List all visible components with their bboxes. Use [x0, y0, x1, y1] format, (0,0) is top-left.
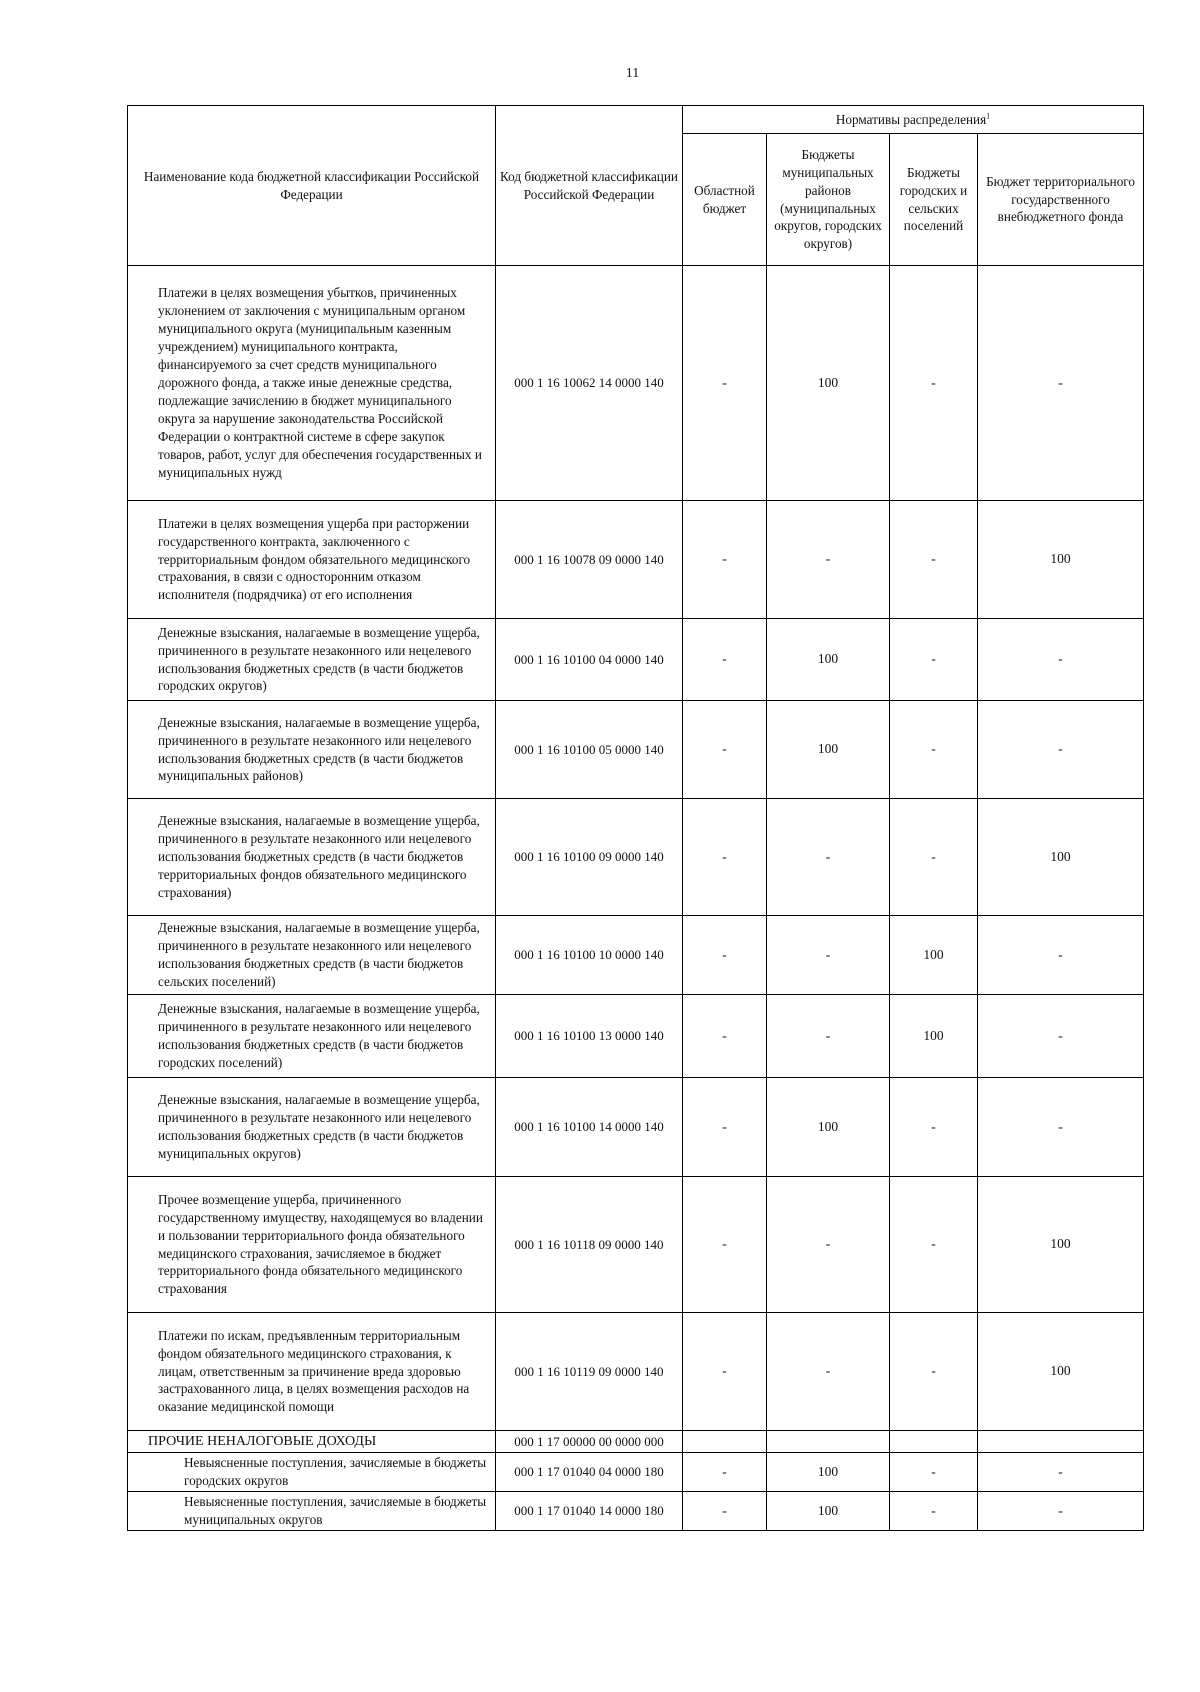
row-oblast: - [683, 995, 767, 1078]
header-municipal: Бюджеты муниципальных районов (муниципальных округов, городских округов) [767, 134, 890, 266]
row-fund: - [978, 266, 1144, 501]
row-municipal: 100 [767, 619, 890, 701]
row-oblast: - [683, 1177, 767, 1313]
row-settlements: - [890, 1491, 978, 1530]
row-fund: - [978, 701, 1144, 799]
header-settlements: Бюджеты городских и сельских поселений [890, 134, 978, 266]
row-oblast: - [683, 266, 767, 501]
table-row-section [128, 1431, 1144, 1453]
row-settlements: - [890, 1177, 978, 1313]
header-name: Наименование кода бюджетной классификации Российской Федерации [128, 106, 496, 266]
row-settlements: - [890, 1453, 978, 1492]
row-name: Платежи в целях возмещения убытков, причиненных уклонением от заключения с муниципальным органом муниципального округа (муниципальным казенным учреждением) муниципального контракта, финансируемого за счет средств муниципального дорожного фонда, а также иные денежные средства, подлежащие зачислению в бюджет муниципального округа за нарушение законодательства Российской Федерации о контрактной системе в сфере закупок товаров, работ, услуг для обеспечения государственных и муниципальных нужд [128, 266, 496, 501]
row-oblast: - [683, 501, 767, 619]
header-code: Код бюджетной классификации Российской Федерации [496, 106, 683, 266]
table-row [128, 1078, 1144, 1177]
table-row [128, 701, 1144, 799]
row-municipal: 100 [767, 266, 890, 501]
row-oblast: - [683, 1078, 767, 1177]
row-settlements: - [890, 701, 978, 799]
revenue-distribution-table [127, 105, 1144, 1531]
row-code: 000 1 16 10062 14 0000 140 [496, 266, 683, 501]
row-name: Денежные взыскания, налагаемые в возмещение ущерба, причиненного в результате незаконного или нецелевого использования бюджетных средств (в части бюджетов городских поселений) [128, 995, 496, 1078]
row-name: Невыясненные поступления, зачисляемые в бюджеты муниципальных округов [128, 1491, 496, 1530]
row-settlements: - [890, 799, 978, 916]
row-name: Денежные взыскания, налагаемые в возмещение ущерба, причиненного в результате незаконного или нецелевого использования бюджетных средств (в части бюджетов муниципальных округов) [128, 1078, 496, 1177]
row-fund: - [978, 1078, 1144, 1177]
row-settlements: - [890, 1078, 978, 1177]
row-name: ПРОЧИЕ НЕНАЛОГОВЫЕ ДОХОДЫ [128, 1431, 496, 1453]
revenue-distribution-table-container [127, 105, 1143, 1531]
row-code: 000 1 16 10100 05 0000 140 [496, 701, 683, 799]
row-municipal: - [767, 1177, 890, 1313]
row-code: 000 1 16 10100 13 0000 140 [496, 995, 683, 1078]
row-municipal: - [767, 799, 890, 916]
row-code: 000 1 16 10118 09 0000 140 [496, 1177, 683, 1313]
row-fund: - [978, 995, 1144, 1078]
row-name: Платежи в целях возмещения ущерба при расторжении государственного контракта, заключенного с территориальным фондом обязательного медицинского страхования, в связи с односторонним отказом исполнителя (подрядчика) от его исполнения [128, 501, 496, 619]
row-oblast: - [683, 619, 767, 701]
row-fund: - [978, 619, 1144, 701]
row-municipal: 100 [767, 1491, 890, 1530]
row-code: 000 1 16 10100 09 0000 140 [496, 799, 683, 916]
table-row [128, 995, 1144, 1078]
row-fund: - [978, 1491, 1144, 1530]
table-row [128, 799, 1144, 916]
row-fund: 100 [978, 799, 1144, 916]
row-fund: 100 [978, 1177, 1144, 1313]
table-row [128, 266, 1144, 501]
header-oblast: Областной бюджет [683, 134, 767, 266]
row-fund: - [978, 916, 1144, 995]
row-fund [978, 1431, 1144, 1453]
row-fund: 100 [978, 501, 1144, 619]
row-oblast: - [683, 701, 767, 799]
row-settlements: 100 [890, 995, 978, 1078]
row-code: 000 1 17 00000 00 0000 000 [496, 1431, 683, 1453]
row-oblast: - [683, 1453, 767, 1492]
table-row [128, 501, 1144, 619]
table-row [128, 1491, 1144, 1530]
row-code: 000 1 17 01040 14 0000 180 [496, 1491, 683, 1530]
row-oblast: - [683, 916, 767, 995]
row-municipal [767, 1431, 890, 1453]
row-name: Невыясненные поступления, зачисляемые в бюджеты городских округов [128, 1453, 496, 1492]
row-name: Прочее возмещение ущерба, причиненного государственному имуществу, находящемуся во владении и пользовании территориального фонда обязательного медицинского страхования, зачисляемое в бюджет территориального фонда обязательного медицинского страхования [128, 1177, 496, 1313]
row-settlements: - [890, 501, 978, 619]
row-name: Платежи по искам, предъявленным территориальным фондом обязательного медицинского страхования, к лицам, ответственным за причинение вреда здоровью застрахованного лица, в целях возмещения расходов на оказание медицинской помощи [128, 1313, 496, 1431]
header-group-label: Нормативы распределения [835, 111, 987, 127]
row-code: 000 1 16 10100 14 0000 140 [496, 1078, 683, 1177]
row-oblast [683, 1431, 767, 1453]
row-settlements: - [890, 619, 978, 701]
row-settlements: 100 [890, 916, 978, 995]
row-oblast: - [683, 1313, 767, 1431]
table-row [128, 1313, 1144, 1431]
row-municipal: - [767, 916, 890, 995]
row-name: Денежные взыскания, налагаемые в возмещение ущерба, причиненного в результате незаконного или нецелевого использования бюджетных средств (в части бюджетов территориальных фондов обязательного медицинского страхования) [128, 799, 496, 916]
table-row [128, 1177, 1144, 1313]
row-name: Денежные взыскания, налагаемые в возмещение ущерба, причиненного в результате незаконного или нецелевого использования бюджетных средств (в части бюджетов городских округов) [128, 619, 496, 701]
row-code: 000 1 16 10100 10 0000 140 [496, 916, 683, 995]
row-municipal: 100 [767, 701, 890, 799]
row-settlements: - [890, 1313, 978, 1431]
row-oblast: - [683, 1491, 767, 1530]
row-name: Денежные взыскания, налагаемые в возмещение ущерба, причиненного в результате незаконного или нецелевого использования бюджетных средств (в части бюджетов муниципальных районов) [128, 701, 496, 799]
table-row [128, 1453, 1144, 1492]
header-group-footnote: 1 [986, 111, 991, 121]
row-code: 000 1 16 10119 09 0000 140 [496, 1313, 683, 1431]
row-code: 000 1 17 01040 04 0000 180 [496, 1453, 683, 1492]
row-municipal: 100 [767, 1453, 890, 1492]
table-row [128, 916, 1144, 995]
row-name: Денежные взыскания, налагаемые в возмещение ущерба, причиненного в результате незаконного или нецелевого использования бюджетных средств (в части бюджетов сельских поселений) [128, 916, 496, 995]
row-code: 000 1 16 10078 09 0000 140 [496, 501, 683, 619]
row-municipal: 100 [767, 1078, 890, 1177]
row-settlements [890, 1431, 978, 1453]
row-municipal: - [767, 501, 890, 619]
header-fund: Бюджет территориального государственного внебюджетного фонда [978, 134, 1144, 266]
row-settlements: - [890, 266, 978, 501]
row-oblast: - [683, 799, 767, 916]
table-row [128, 619, 1144, 701]
row-fund: - [978, 1453, 1144, 1492]
row-municipal: - [767, 1313, 890, 1431]
page-number: 11 [625, 66, 640, 81]
row-municipal: - [767, 995, 890, 1078]
header-group [683, 106, 1144, 134]
row-code: 000 1 16 10100 04 0000 140 [496, 619, 683, 701]
row-fund: 100 [978, 1313, 1144, 1431]
